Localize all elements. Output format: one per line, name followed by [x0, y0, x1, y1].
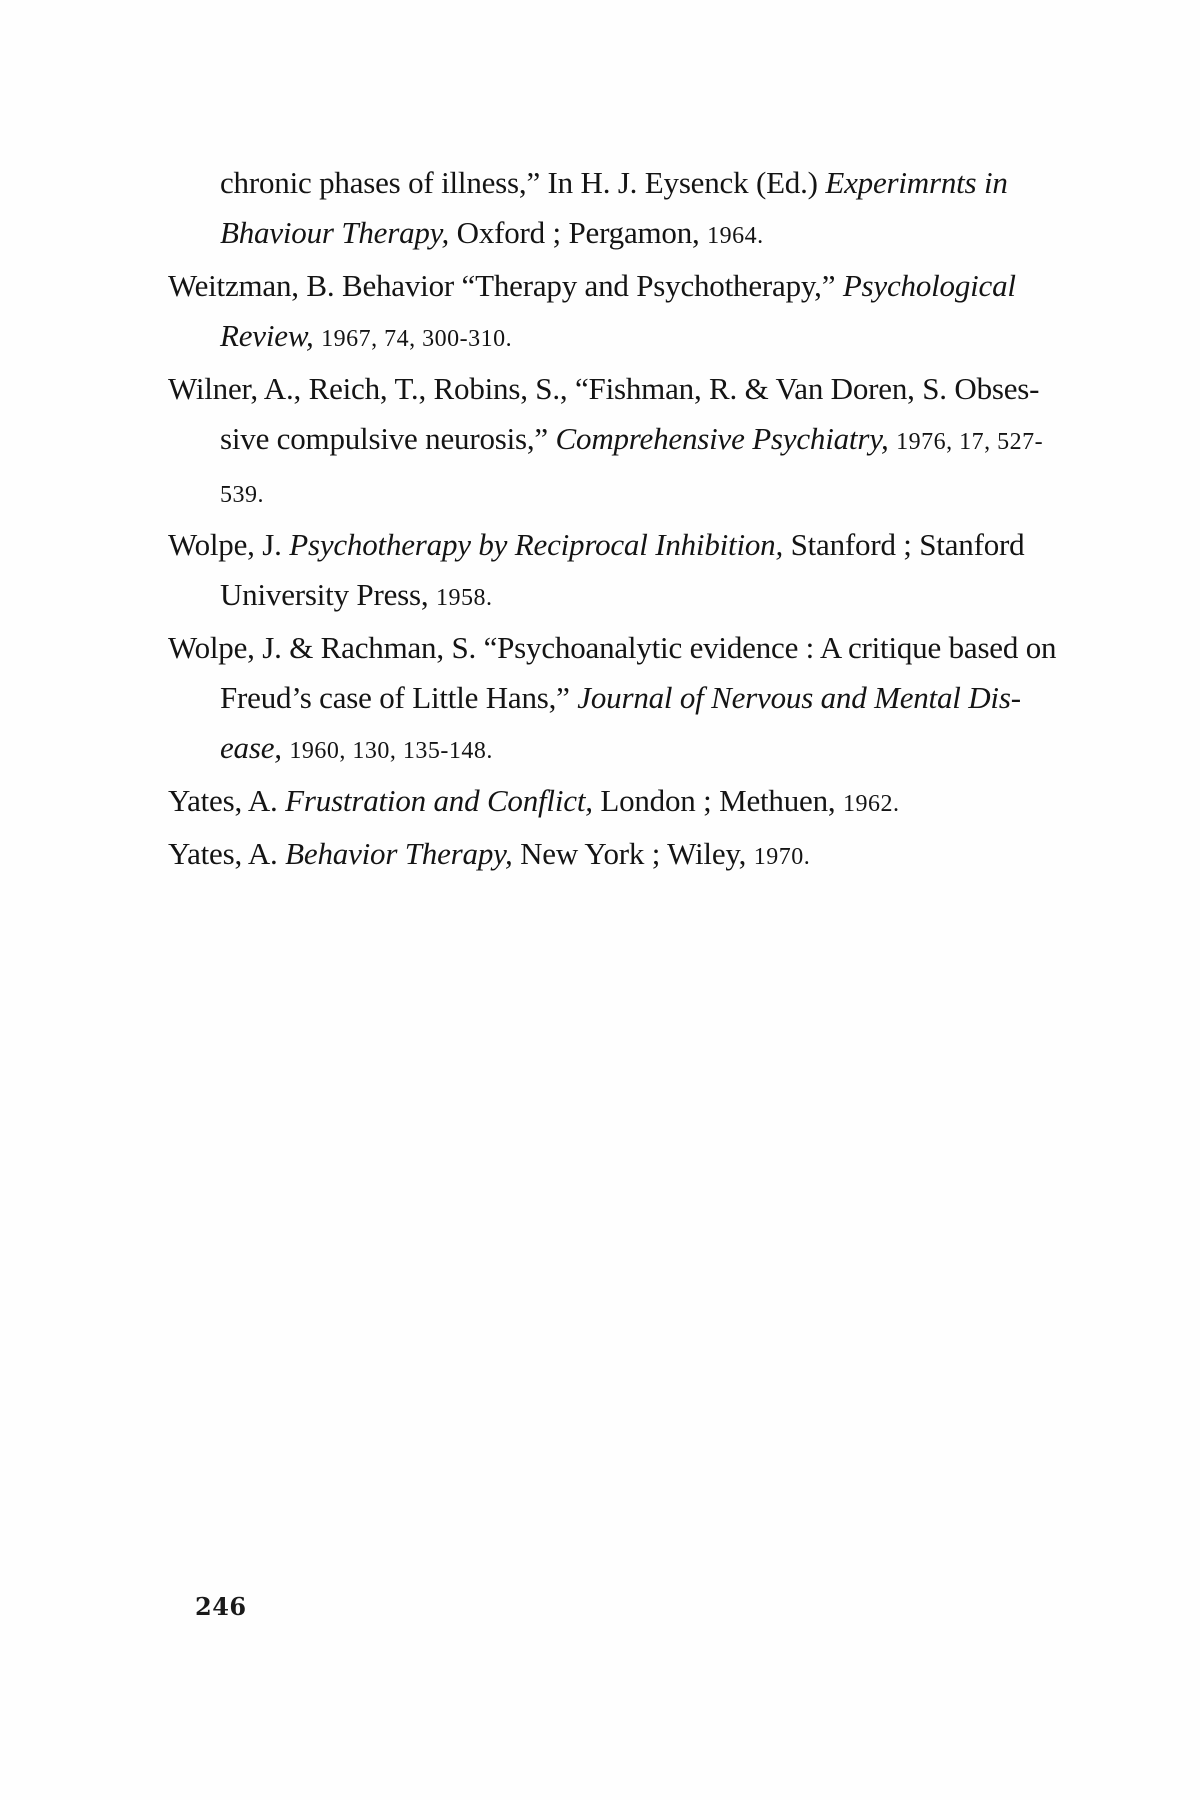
reference-title: Frustration and Conflict,	[285, 783, 593, 818]
reference-year: 1964.	[707, 223, 764, 249]
reference-text	[314, 318, 322, 353]
reference-text: Wolpe, J. & Rachman, S. “Psychoanalytic evidence : A critique based on Freud’s case of Little Hans,”	[168, 630, 1057, 715]
reference-text: Wilner, A., Reich, T., Robins, S., “Fishman, R. & Van Doren, S. Obsessive compulsive neurosis,”	[168, 371, 1040, 456]
reference-entry	[168, 776, 1058, 829]
reference-entry	[168, 829, 1058, 882]
reference-year: 1976, 17, 527-539.	[220, 429, 1044, 508]
reference-list	[168, 158, 1058, 882]
reference-text: Stanford ; Stanford University Press,	[220, 527, 1025, 612]
reference-title: Journal of Nervous and Mental Disease,	[220, 680, 1022, 765]
reference-title: Experimrnts in Bhaviour Therapy,	[220, 165, 1008, 250]
reference-title: Psychotherapy by Reciprocal Inhibition,	[289, 527, 784, 562]
reference-text: Weitzman, B. Behavior “Therapy and Psychotherapy,”	[168, 268, 843, 303]
reference-text: Yates, A.	[168, 836, 286, 871]
reference-year: 1967, 74, 300-310.	[321, 326, 513, 352]
reference-entry	[168, 623, 1058, 776]
reference-entry	[168, 261, 1058, 364]
reference-entry	[168, 520, 1058, 623]
reference-text: London ; Methuen,	[592, 783, 843, 818]
reference-text: Yates, A.	[168, 783, 286, 818]
reference-year: 1960, 130, 135-148.	[289, 738, 493, 764]
reference-entry	[168, 364, 1058, 520]
reference-text: Oxford ; Pergamon,	[449, 215, 708, 250]
reference-text: chronic phases of illness,” In H. J. Eysenck (Ed.)	[220, 165, 826, 200]
reference-title: Behavior Therapy,	[285, 836, 513, 871]
page-number: 246	[195, 1592, 247, 1621]
reference-year: 1962.	[842, 791, 900, 817]
reference-text: Wolpe, J.	[168, 527, 290, 562]
reference-year: 1958.	[435, 585, 493, 611]
reference-entry	[168, 158, 1058, 261]
reference-title: Psychological Review,	[220, 268, 1016, 353]
reference-year: 1970.	[753, 844, 811, 870]
reference-text: New York ; Wiley,	[512, 836, 754, 871]
reference-title: Comprehensive Psychiatry,	[555, 421, 889, 456]
